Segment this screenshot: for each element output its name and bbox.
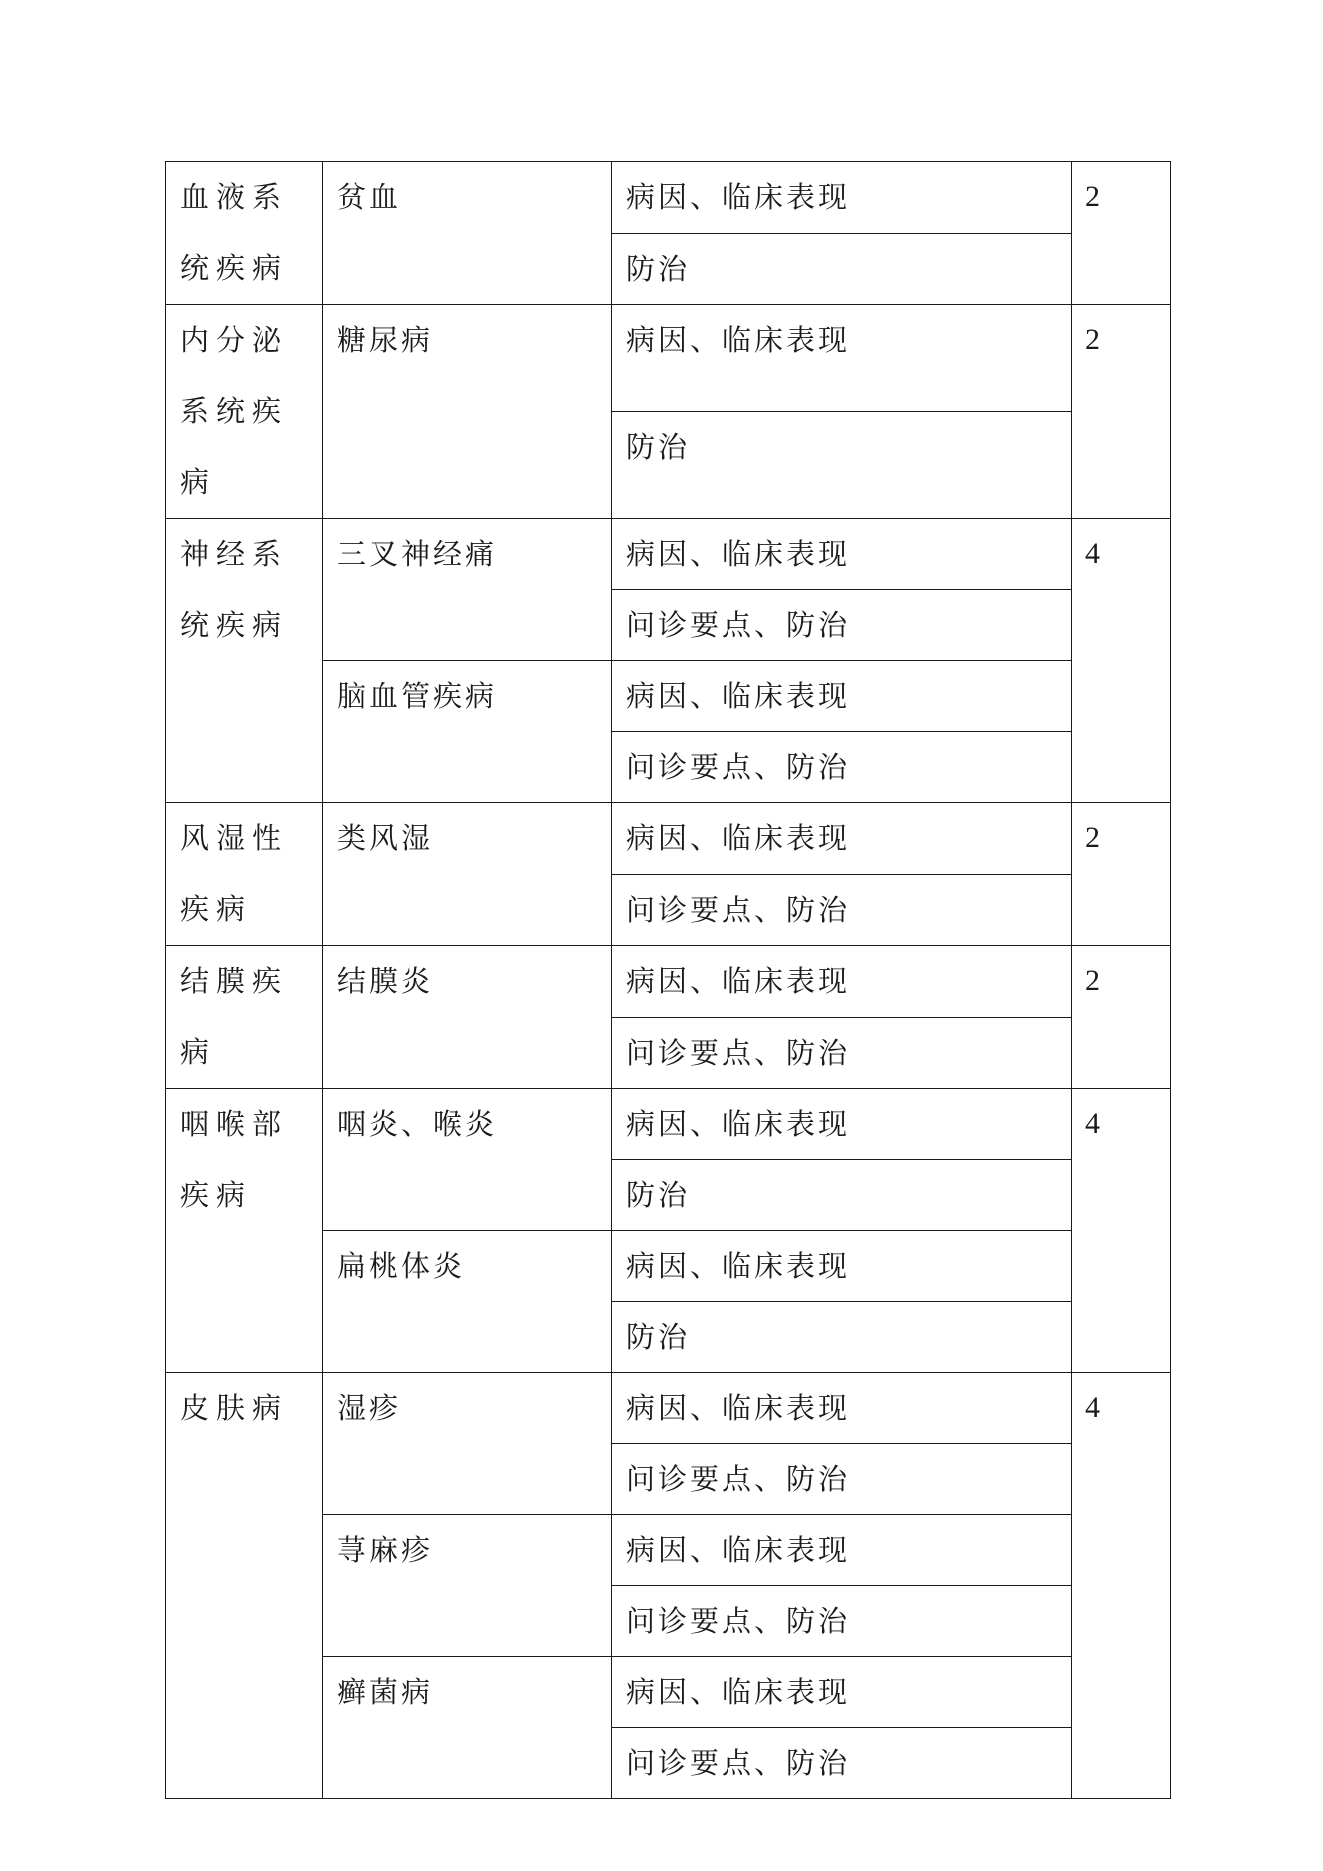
content-cell: 问诊要点、防治	[612, 1444, 1072, 1515]
disease-cell: 贫血	[323, 162, 612, 305]
system-cell	[166, 519, 323, 803]
content-cell: 病因、临床表现	[612, 1515, 1072, 1586]
system-label: 皮肤病	[180, 1391, 289, 1425]
system-label: 风湿性疾病	[180, 821, 289, 926]
content-cell: 问诊要点、防治	[612, 1586, 1072, 1657]
disease-cell: 癣菌病	[323, 1657, 612, 1799]
disease-cell: 荨麻疹	[323, 1515, 612, 1657]
disease-cell: 糖尿病	[323, 305, 612, 519]
curriculum-table	[165, 161, 1171, 1799]
content-cell: 病因、临床表现	[612, 1657, 1072, 1728]
content-cell: 防治	[612, 1160, 1072, 1231]
disease-cell: 咽炎、喉炎	[323, 1089, 612, 1231]
content-cell: 病因、临床表现	[612, 519, 1072, 590]
content-cell: 防治	[612, 233, 1072, 305]
content-cell: 问诊要点、防治	[612, 1017, 1072, 1089]
content-cell: 病因、临床表现	[612, 946, 1072, 1018]
disease-cell: 三叉神经痛	[323, 519, 612, 661]
disease-cell: 类风湿	[323, 803, 612, 946]
system-cell	[166, 946, 323, 1089]
system-cell	[166, 803, 323, 946]
table-row	[166, 803, 1171, 875]
table-row	[166, 1373, 1171, 1444]
content-cell: 问诊要点、防治	[612, 732, 1072, 803]
table-row	[166, 946, 1171, 1018]
content-cell: 病因、临床表现	[612, 1231, 1072, 1302]
content-cell: 问诊要点、防治	[612, 1728, 1072, 1799]
table-row	[166, 305, 1171, 412]
hours-cell: 2	[1072, 305, 1171, 519]
system-label: 咽喉部疾病	[180, 1107, 289, 1212]
system-label: 神经系统疾病	[180, 537, 289, 642]
hours-cell: 2	[1072, 162, 1171, 305]
content-cell: 防治	[612, 1302, 1072, 1373]
table-row	[166, 1089, 1171, 1160]
disease-cell: 扁桃体炎	[323, 1231, 612, 1373]
hours-cell: 2	[1072, 946, 1171, 1089]
content-cell: 病因、临床表现	[612, 162, 1072, 234]
disease-cell: 湿疹	[323, 1373, 612, 1515]
content-cell: 防治	[612, 412, 1072, 519]
system-label: 内分泌系统疾病	[180, 323, 289, 499]
disease-cell: 脑血管疾病	[323, 661, 612, 803]
content-cell: 病因、临床表现	[612, 1373, 1072, 1444]
hours-cell: 4	[1072, 519, 1171, 803]
system-cell	[166, 1373, 323, 1799]
content-cell: 病因、临床表现	[612, 1089, 1072, 1160]
content-cell: 病因、临床表现	[612, 305, 1072, 412]
hours-cell: 4	[1072, 1373, 1171, 1799]
hours-cell: 2	[1072, 803, 1171, 946]
system-cell	[166, 1089, 323, 1373]
system-label: 血液系统疾病	[180, 180, 289, 285]
system-cell	[166, 305, 323, 519]
content-cell: 病因、临床表现	[612, 661, 1072, 732]
table-body	[166, 162, 1171, 1799]
content-cell: 问诊要点、防治	[612, 590, 1072, 661]
system-label: 结膜疾病	[180, 964, 289, 1069]
table-row	[166, 162, 1171, 234]
hours-cell: 4	[1072, 1089, 1171, 1373]
table-row	[166, 519, 1171, 590]
disease-cell: 结膜炎	[323, 946, 612, 1089]
content-cell: 病因、临床表现	[612, 803, 1072, 875]
content-cell: 问诊要点、防治	[612, 874, 1072, 946]
system-cell	[166, 162, 323, 305]
